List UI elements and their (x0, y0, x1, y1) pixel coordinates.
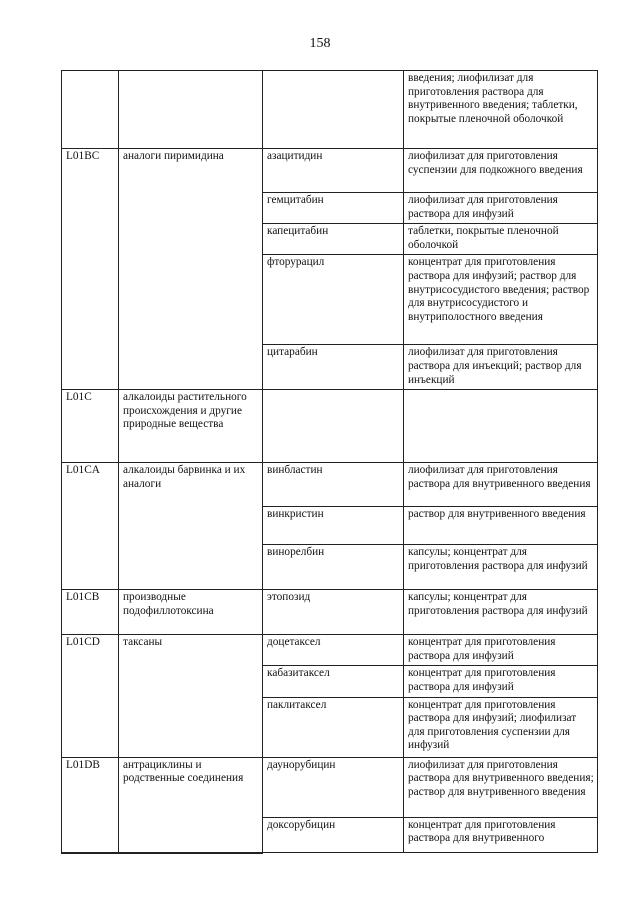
table-row (62, 463, 598, 507)
dosage-form-cell: концентрат для приготовления раствора для инфузий (404, 635, 598, 666)
group-name-cell: аналоги пиримидина (119, 149, 263, 390)
drug-name-cell: доксорубицин (263, 817, 404, 853)
dosage-form-cell: лиофилизат для приготовления суспензии для подкожного введения (404, 149, 598, 193)
atc-code-cell (62, 71, 119, 149)
dosage-form-cell: капсулы; концентрат для приготовления раствора для инфузий (404, 590, 598, 635)
table-row (62, 590, 598, 635)
drug-name-cell: кабазитаксел (263, 666, 404, 697)
atc-code-cell: L01CA (62, 463, 119, 590)
drug-name-cell: винкристин (263, 507, 404, 545)
drug-classification-table (61, 70, 598, 854)
table-row (62, 635, 598, 666)
drug-name-cell: гемцитабин (263, 193, 404, 224)
group-name-cell: алкалоиды растительного происхождения и другие природные вещества (119, 390, 263, 463)
drug-name-cell: капецитабин (263, 224, 404, 255)
atc-code-cell: L01DB (62, 757, 119, 853)
drug-name-cell: доцетаксел (263, 635, 404, 666)
drug-name-cell: винорелбин (263, 545, 404, 590)
group-name-cell: таксаны (119, 635, 263, 757)
dosage-form-cell (404, 390, 598, 463)
group-name-cell: производные подофиллотоксина (119, 590, 263, 635)
drug-name-cell: даунорубицин (263, 757, 404, 817)
page-number: 158 (309, 36, 331, 51)
drug-name-cell: фторурацил (263, 255, 404, 345)
drug-name-cell: винбластин (263, 463, 404, 507)
table-body (62, 71, 598, 854)
drug-name-cell (263, 390, 404, 463)
dosage-form-cell: лиофилизат для приготовления раствора для внутривенного введения (404, 463, 598, 507)
table-row (62, 390, 598, 463)
drug-name-cell: цитарабин (263, 345, 404, 390)
table-row (62, 71, 598, 149)
atc-code-cell: L01CD (62, 635, 119, 757)
atc-code-cell: L01BC (62, 149, 119, 390)
group-name-cell (119, 71, 263, 149)
dosage-form-cell: лиофилизат для приготовления раствора для инфузий (404, 193, 598, 224)
dosage-form-cell: введения; лиофилизат для приготовления раствора для внутривенного введения; таблетки, покрытые пленочной оболочкой (404, 71, 598, 149)
dosage-form-cell: лиофилизат для приготовления раствора для внутривенного введения; раствор для внутривенного введения (404, 757, 598, 817)
dosage-form-cell: концентрат для приготовления раствора для инфузий; лиофилизат для приготовления суспензии для инфузий (404, 697, 598, 757)
group-name-cell: алкалоиды барвинка и их аналоги (119, 463, 263, 590)
atc-code-cell: L01CB (62, 590, 119, 635)
dosage-form-cell: концентрат для приготовления раствора для внутривенного (404, 817, 598, 853)
dosage-form-cell: раствор для внутривенного введения (404, 507, 598, 545)
table-row (62, 149, 598, 193)
dosage-form-cell: концентрат для приготовления раствора для инфузий; раствор для внутрисосудистого введения; раствор для внутрисосудистого и внутриполостного введения (404, 255, 598, 345)
drug-name-cell: азацитидин (263, 149, 404, 193)
dosage-form-cell: таблетки, покрытые пленочной оболочкой (404, 224, 598, 255)
table-bottom-line (61, 852, 597, 853)
drug-name-cell (263, 71, 404, 149)
dosage-form-cell: концентрат для приготовления раствора для инфузий (404, 666, 598, 697)
table-row (62, 757, 598, 817)
drug-name-cell: этопозид (263, 590, 404, 635)
drug-name-cell: паклитаксел (263, 697, 404, 757)
dosage-form-cell: капсулы; концентрат для приготовления раствора для инфузий (404, 545, 598, 590)
group-name-cell: антрациклины и родственные соединения (119, 757, 263, 853)
dosage-form-cell: лиофилизат для приготовления раствора для инъекций; раствор для инъекций (404, 345, 598, 390)
atc-code-cell: L01C (62, 390, 119, 463)
